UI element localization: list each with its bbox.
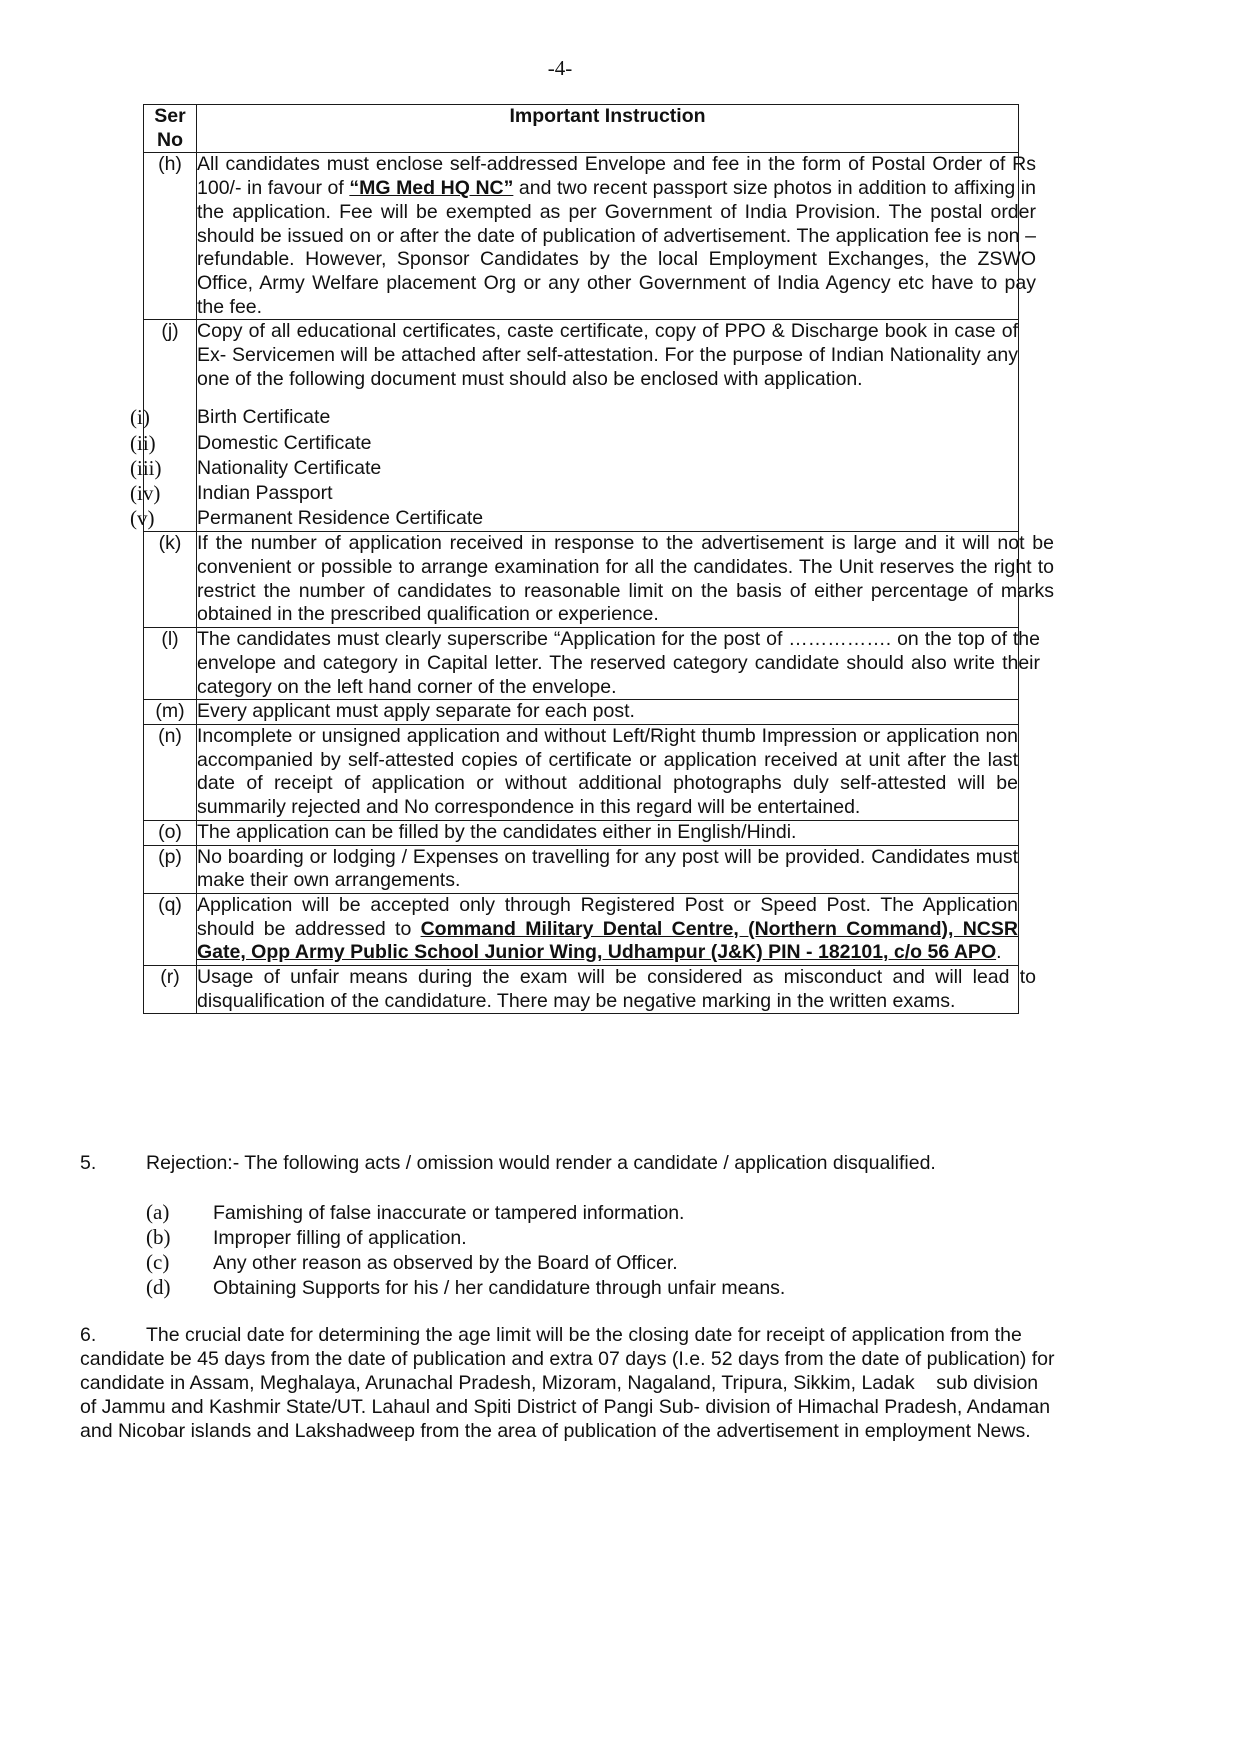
instruction-text	[197, 893, 1019, 965]
ser-no: (o)	[144, 820, 197, 845]
document-list-item	[130, 455, 1018, 481]
document-num: (i)	[130, 405, 150, 430]
instruction-text	[197, 966, 1036, 1014]
section-6-age-limit	[80, 1323, 1060, 1443]
rejection-item-num: (a)	[146, 1200, 170, 1224]
postal-address-emphasis: Command Military Dental Centre, (Northern Command), NCSR Gate, Opp Army Public School Junior Wing, Udhampur (J&K) PIN - 182101, c/o 56 APO	[197, 917, 1018, 964]
payee-name-emphasis: “MG Med HQ NC”	[349, 177, 514, 200]
instruction-text	[197, 628, 1040, 700]
instruction-text: Incomplete or unsigned application and without Left/Right thumb Impression or application non accompanied by self-attested copies of certificate or application received at unit after the last date of receipt of application or without additional photographs duly self-attested will be summarily rejected and No correspondence in this regard will be entertained.	[197, 725, 1019, 821]
section-number: 5.	[80, 1152, 97, 1174]
rejection-item-num: (c)	[146, 1250, 170, 1274]
page-number: -4-	[547, 56, 573, 80]
header-ser-line2: No	[157, 128, 183, 151]
instruction-text-part: If the number of application received in response to the advertisement is large and it will not be convenient or possible to arrange examination for all the candidates. The Unit reserves the right to restrict the number of candidates to reasonable limit on the basis of either percentage of marks obtained in the prescribed qualification or experience.	[197, 532, 1054, 626]
rejection-item-text: Obtaining Supports for his / her candidature through unfair means.	[213, 1277, 786, 1299]
instruction-text-part: The candidates must clearly superscribe “Application for the post of ……………. on the top of the envelope and category in Capital letter. The reserved category candidate should also write their category on the left hand corner of the envelope.	[197, 628, 1040, 698]
table-row	[144, 628, 1019, 700]
rejection-item-text: Any other reason as observed by the Board of Officer.	[213, 1252, 678, 1274]
rejection-item-text: Improper filling of application.	[213, 1227, 467, 1249]
document-label: Nationality Certificate	[197, 456, 382, 479]
document-label: Permanent Residence Certificate	[197, 507, 484, 530]
table-row	[144, 893, 1019, 965]
table-header-row	[144, 105, 1019, 153]
ser-no: (h)	[144, 153, 197, 320]
ser-no: (m)	[144, 700, 197, 725]
instruction-text	[130, 320, 1019, 532]
ser-no: (p)	[144, 845, 197, 893]
table-row	[144, 153, 1019, 320]
instruction-text: No boarding or lodging / Expenses on travelling for any post will be provided. Candidates must make their own arrangements.	[197, 845, 1019, 893]
instruction-text-part: Usage of unfair means during the exam will be considered as misconduct and will lead to disqualification of the candidature. There may be negative marking in the written exams.	[197, 966, 1036, 1012]
column-header-ser-no	[144, 105, 197, 153]
rejection-list-item	[146, 1250, 785, 1275]
instruction-text	[197, 532, 1054, 628]
document-list-item	[130, 506, 1018, 531]
instruction-text-part: Application will be accepted only through Registered Post or Speed Post. The Application should be addressed to	[197, 893, 1018, 940]
document-num: (ii)	[130, 430, 156, 455]
rejection-list	[146, 1200, 785, 1300]
section-5-rejection	[80, 1151, 1060, 1175]
instruction-text: Every applicant must apply separate for each post.	[197, 700, 1019, 725]
table-row	[144, 532, 1019, 628]
ser-no: (k)	[144, 532, 197, 628]
important-instructions-table	[130, 104, 1054, 1014]
rejection-list-item	[146, 1225, 785, 1250]
rejection-item-num: (d)	[146, 1275, 171, 1299]
ser-no: (l)	[144, 628, 197, 700]
table-row	[144, 845, 1019, 893]
document-label: Domestic Certificate	[197, 431, 372, 454]
instruction-text-part: and two recent passport size photos in addition to affixing in the application. Fee will be exempted as per Government of India Provision. The postal order should be issued on or after the date of publication of advertisement. The application fee is non – refundable. However, Sponsor Candidates by the local Employment Exchanges, the ZSWO Office, Army Welfare placement Org or any other Government of India Agency etc have to pay the fee.	[197, 177, 1036, 318]
rejection-list-item	[146, 1200, 785, 1225]
table-row	[144, 725, 1019, 821]
header-ser-line1: Ser	[154, 105, 186, 127]
document-list-item	[130, 430, 1018, 456]
column-header-instruction: Important Instruction	[197, 105, 1019, 153]
document-label: Indian Passport	[197, 482, 333, 504]
document-num: (iii)	[130, 455, 162, 480]
table-row	[144, 700, 1019, 725]
table-row	[144, 820, 1019, 845]
instruction-text-part: All candidates must enclose self-addressed Envelope and fee in the form of Postal Order of Rs 100/- in favour of	[197, 153, 1036, 200]
ser-no: (q)	[144, 893, 197, 965]
rejection-item-num: (b)	[146, 1225, 171, 1249]
section-text: Rejection:- The following acts / omission would render a candidate / application disqualified.	[146, 1152, 936, 1174]
ser-no: (j)	[144, 320, 197, 532]
section-number: 6.	[80, 1324, 97, 1346]
instruction-text-part: .	[996, 941, 1002, 964]
document-label: Birth Certificate	[197, 406, 331, 429]
table-row	[144, 320, 1019, 532]
rejection-list-item	[146, 1275, 785, 1300]
document-num: (v)	[130, 506, 155, 531]
instruction-text	[197, 153, 1036, 320]
instruction-text: The application can be filled by the candidates either in English/Hindi.	[197, 820, 1019, 845]
ser-no: (r)	[144, 966, 197, 1014]
table-row	[144, 966, 1019, 1014]
document-list-item	[130, 481, 1018, 506]
instruction-text-part: Copy of all educational certificates, caste certificate, copy of PPO & Discharge book in case of Ex- Servicemen will be attached after self-attestation. For the purpose of Indian Nationality any one of the following document must should also be enclosed with application.	[197, 320, 1018, 390]
document-list-item	[130, 405, 1018, 430]
document-list	[130, 405, 1018, 531]
document-num: (iv)	[130, 481, 161, 505]
section-text: The crucial date for determining the age limit will be the closing date for receipt of application from the candidate be 45 days from the date of publication and extra 07 days (I.e. 52 days from the date of publication) for candidate in Assam, Meghalaya, Arunachal Pradesh, Mizoram, Nagaland, Tripura, Sikkim, Ladak sub division of Jammu and Kashmir State/UT. Lahaul and Spiti District of Pangi Sub- division of Himachal Pradesh, Andaman and Nicobar islands and Lakshadweep from the area of publication of the advertisement in employment News.	[80, 1324, 1060, 1442]
rejection-item-text: Famishing of false inaccurate or tampered information.	[213, 1202, 685, 1224]
ser-no: (n)	[144, 725, 197, 821]
